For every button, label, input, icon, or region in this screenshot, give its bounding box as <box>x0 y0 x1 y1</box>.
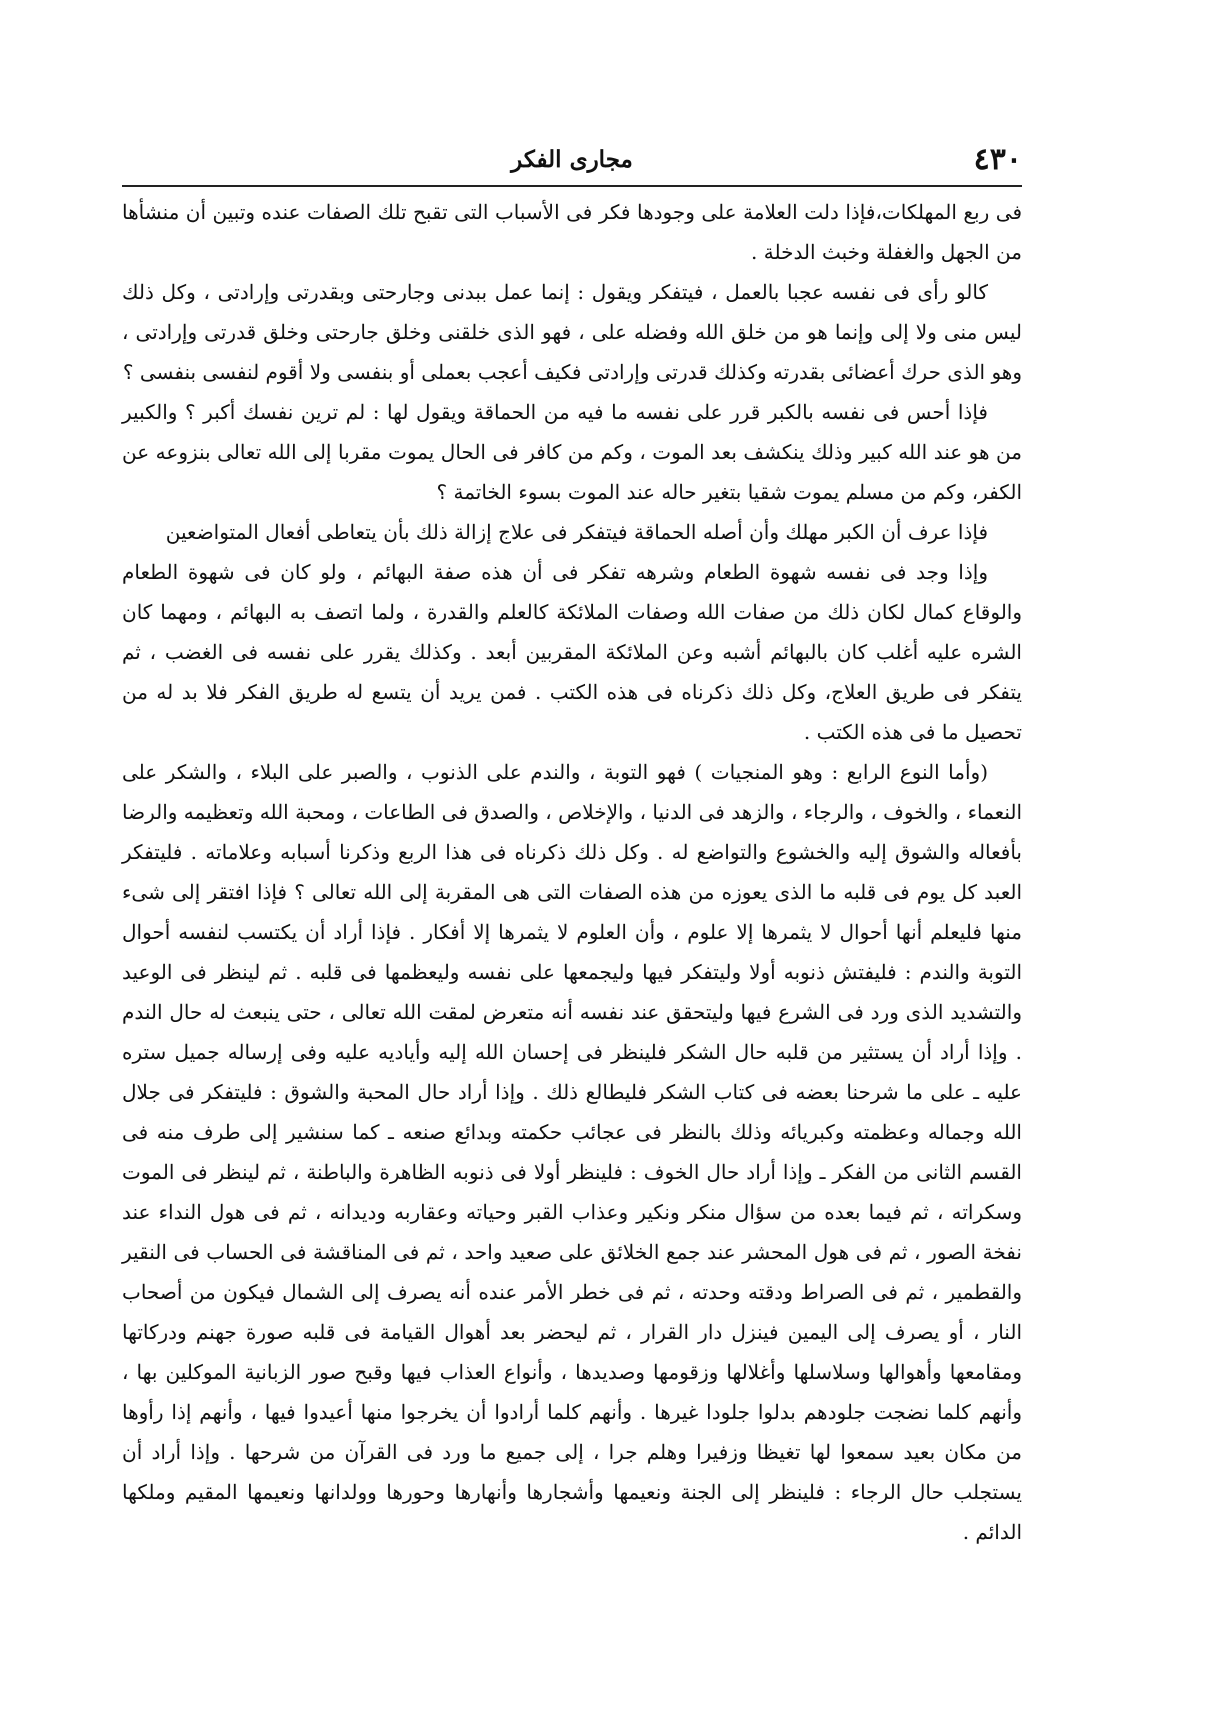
paragraph-2: كالو رأى فى نفسه عجبا بالعمل ، فيتفكر ويقول : إنما عمل ببدنى وجارحتى وبقدرتى وإرادتى ، وكل ذلك ليس منى ولا إلى وإنما هو من خلق الله وفضله على ، فهو الذى خلقنى وخلق جارحتى وخلق قدرتى وإرادتى ، وهو الذى حرك أعضائى بقدرته وكذلك قدرتى وإرادتى فكيف أعجب بعملى أو بنفسى ولا أقوم لنفسى بنفسى ؟ <box>122 280 1022 384</box>
running-title: مجارى الفكر <box>511 146 633 173</box>
page-number: ٤٣٠ <box>973 142 1022 177</box>
paragraph-3: فإذا أحس فى نفسه بالكبر قرر على نفسه ما فيه من الحماقة ويقول لها : لم ترين نفسك أكبر ؟ والكبير من هو عند الله كبير وذلك ينكشف بعد الموت ، وكم من كافر فى الحال يموت مقربا إلى الله تعالى بنزوعه عن الكفر، وكم من مسلم يموت شقيا بتغير حاله عند الموت بسوء الخاتمة ؟ <box>122 400 1022 504</box>
page-header <box>122 142 1022 186</box>
paragraph-1: فى ربع المهلكات،فإذا دلت العلامة على وجودها فكر فى الأسباب التى تقبح تلك الصفات عنده وتبين أن منشأها من الجهل والغفلة وخبث الدخلة . <box>122 200 1022 264</box>
header-rule <box>122 185 1022 187</box>
body-text <box>122 192 1022 1552</box>
paragraph-5: وإذا وجد فى نفسه شهوة الطعام وشرهه تفكر فى أن هذه صفة البهائم ، ولو كان فى شهوة الطعام والوقاع كمال لكان ذلك من صفات الله وصفات الملائكة كالعلم والقدرة ، ولما اتصف به البهائم ، ومهما كان الشره عليه أغلب كان بالبهائم أشبه وعن الملائكة المقربين أبعد . وكذلك يقرر على نفسه فى الغضب ، ثم يتفكر فى طريق العلاج، وكل ذلك ذكرناه فى هذه الكتب . فمن يريد أن يتسع له طريق الفكر فلا بد له من تحصيل ما فى هذه الكتب . <box>122 560 1022 744</box>
paragraph-4: فإذا عرف أن الكبر مهلك وأن أصله الحماقة فيتفكر فى علاج إزالة ذلك بأن يتعاطى أفعال المتواضعين <box>165 520 988 544</box>
paragraph-6: (وأما النوع الرابع : وهو المنجيات ) فهو التوبة ، والندم على الذنوب ، والصبر على البلاء ، والشكر على النعماء ، والخوف ، والرجاء ، والزهد فى الدنيا ، والإخلاص ، والصدق فى الطاعات ، ومحبة الله وتعظيمه والرضا بأفعاله والشوق إليه والخشوع والتواضع له . وكل ذلك ذكرناه فى هذا الربع وذكرنا أسبابه وعلاماته . فليتفكر العبد كل يوم فى قلبه ما الذى يعوزه من هذه الصفات التى هى المقربة إلى الله تعالى ؟ فإذا افتقر إلى شىء منها فليعلم أنها أحوال لا يثمرها إلا علوم ، وأن العلوم لا يثمرها إلا أفكار . فإذا أراد أن يكتسب لنفسه أحوال التوبة والندم : فليفتش ذنوبه أولا وليتفكر فيها وليجمعها على نفسه وليعظمها فى قلبه . ثم لينظر فى الوعيد والتشديد الذى ورد فى الشرع فيها وليتحقق عند نفسه أنه متعرض لمقت الله تعالى ، حتى ينبعث له حال الندم . وإذا أراد أن يستثير من قلبه حال الشكر فلينظر فى إحسان الله إليه وأياديه عليه وفى إرساله جميل ستره عليه ـ على ما شرحنا بعضه فى كتاب الشكر فليطالع ذلك . وإذا أراد حال المحبة والشوق : فليتفكر فى جلال الله وجماله وعظمته وكبريائه وذلك بالنظر فى عجائب حكمته وبدائع صنعه ـ كما سنشير إلى طرف منه فى القسم الثانى من الفكر ـ وإذا أراد حال الخوف : فلينظر أولا فى ذنوبه الظاهرة والباطنة ، ثم لينظر فى الموت وسكراته ، ثم فيما بعده من سؤال منكر ونكير وعذاب القبر وحياته وعقاربه وديدانه ، ثم فى هول النداء عند نفخة الصور ، ثم فى هول المحشر عند جمع الخلائق على صعيد واحد ، ثم فى المناقشة فى الحساب فى النقير والقطمير ، ثم فى الصراط ودقته وحدته ، ثم فى خطر الأمر عنده أنه يصرف إلى الشمال فيكون من أصحاب النار ، أو يصرف إلى اليمين فينزل دار القرار ، ثم ليحضر بعد أهوال القيامة فى قلبه صورة جهنم ودركاتها ومقامعها وأهوالها وسلاسلها وأغلالها وزقومها وصديدها ، وأنواع العذاب فيها وقبح صور الزبانية الموكلين بها ، وأنهم كلما نضجت جلودهم بدلوا جلودا غيرها . وأنهم كلما أرادوا أن يخرجوا منها أعيدوا فيها ، وأنهم إذا رأوها من مكان بعيد سمعوا لها تغيظا وزفيرا وهلم جرا ، إلى جميع ما ورد فى القرآن من شرحها . وإذا أراد أن يستجلب حال الرجاء : فلينظر إلى الجنة ونعيمها وأشجارها وأنهارها وحورها وولدانها ونعيمها المقيم وملكها الدائم . <box>122 760 1023 1544</box>
